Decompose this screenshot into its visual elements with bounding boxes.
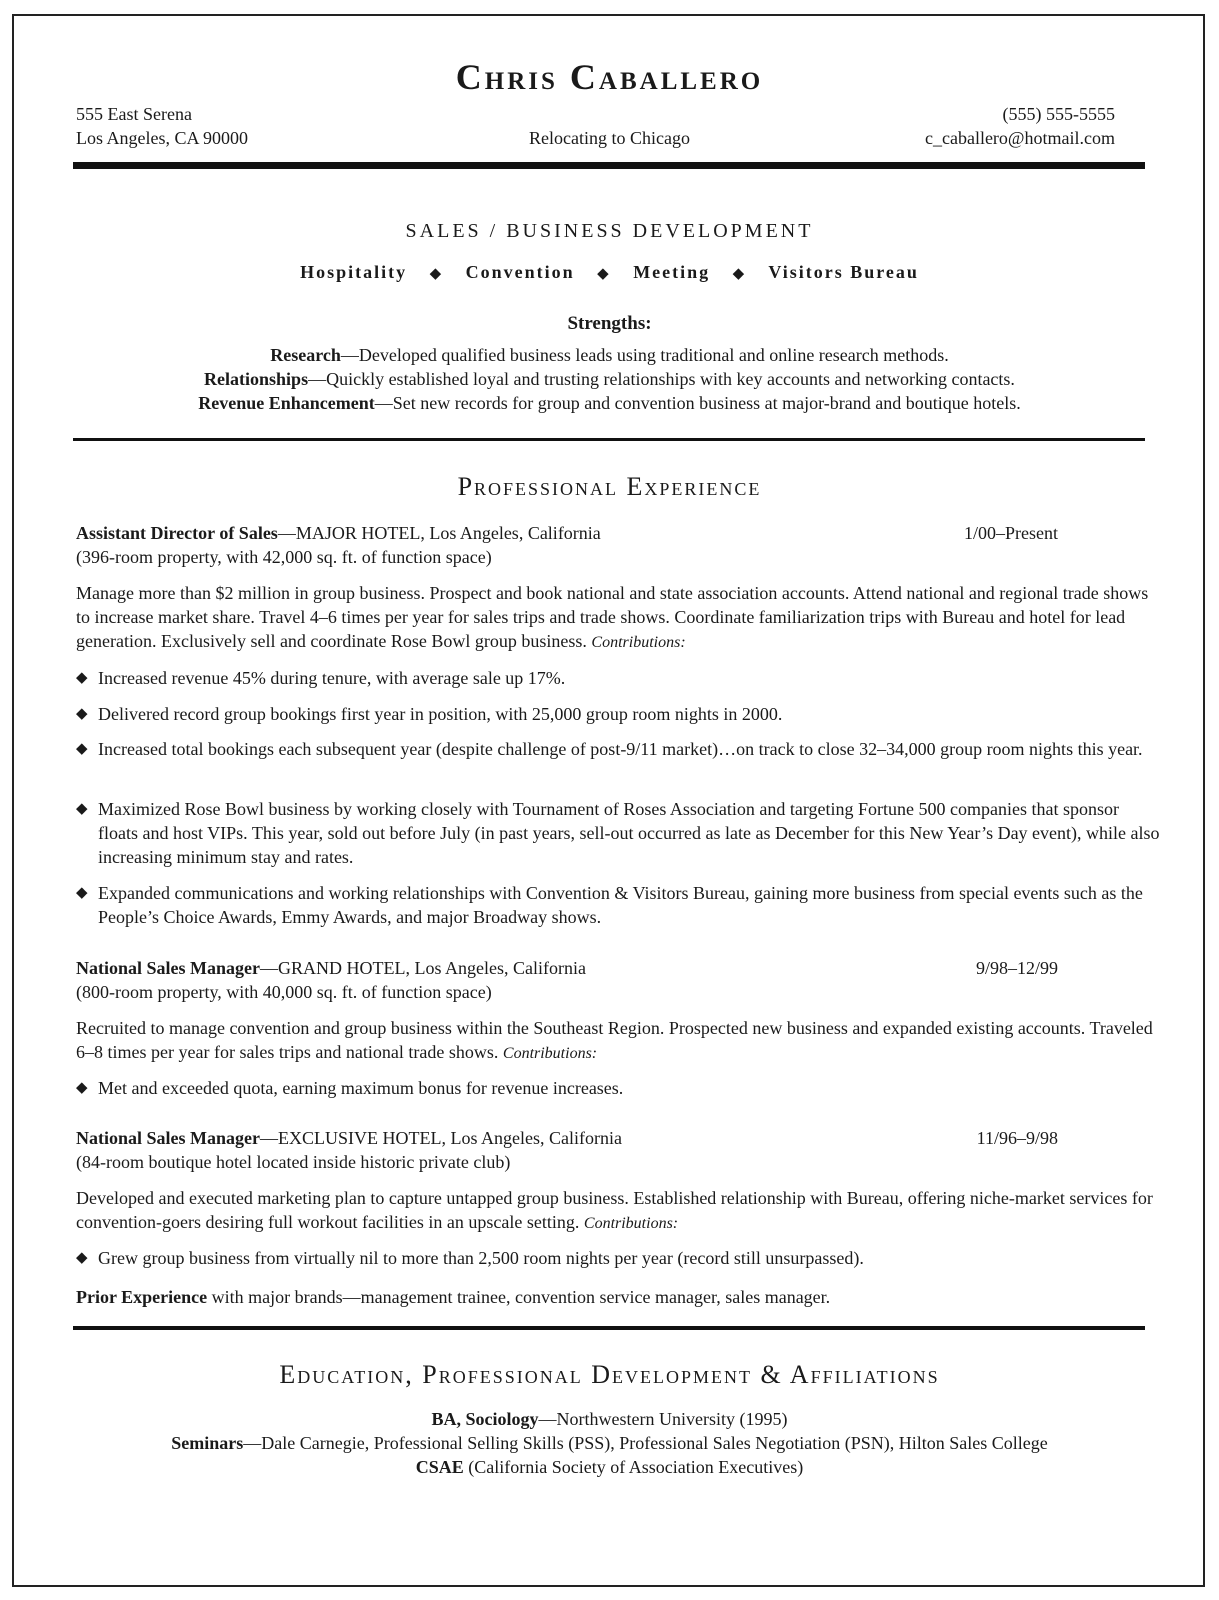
strength-text: —Set new records for group and convention business at major-brand and boutique hotels. xyxy=(374,393,1021,413)
contributions-label: Contributions: xyxy=(502,1045,598,1062)
education-item xyxy=(0,1455,1219,1479)
job-employer: —EXCLUSIVE HOTEL, Los Angeles, California xyxy=(260,1128,622,1148)
relocation-note: Relocating to Chicago xyxy=(529,128,690,148)
diamond-bullet-icon: ◆ xyxy=(76,1080,88,1096)
contribution-text: Increased total bookings each subsequent year (despite challenge of post-9/11 market)…on track to close 32–34,000 group room nights this year. xyxy=(98,739,1143,759)
contribution-item xyxy=(76,797,1161,869)
education-text: (California Society of Association Executives) xyxy=(463,1457,804,1477)
contribution-item xyxy=(76,666,1161,690)
diamond-bullet-icon: ◆ xyxy=(76,741,88,757)
strengths-list xyxy=(0,343,1219,415)
email-address: c_caballero@hotmail.com xyxy=(924,128,1115,148)
diamond-bullet-icon: ◆ xyxy=(732,266,747,282)
diamond-bullet-icon: ◆ xyxy=(76,1250,88,1266)
job-dates: 11/96–9/98 xyxy=(976,1128,1058,1148)
industry-item: Visitors Bureau xyxy=(768,262,919,282)
prior-experience-text: with major brands—management trainee, convention service manager, sales manager. xyxy=(207,1287,831,1307)
strength-label: Revenue Enhancement xyxy=(198,393,375,413)
experience-heading: Professional Experience xyxy=(457,472,762,501)
diamond-bullet-icon: ◆ xyxy=(76,706,88,722)
diamond-bullet-icon: ◆ xyxy=(76,670,88,686)
diamond-bullet-icon: ◆ xyxy=(76,885,88,901)
job-title: National Sales Manager xyxy=(76,958,260,978)
contribution-item xyxy=(76,1246,1161,1270)
strength-text: —Developed qualified business leads using traditional and online research methods. xyxy=(340,345,949,365)
strength-text: —Quickly established loyal and trusting relationships with key accounts and networking contacts. xyxy=(308,369,1015,389)
job-description-text: Manage more than $2 million in group business. Prospect and book national and state association accounts. Attend national and regional trade shows to increase market share. Travel 4–6 times per year for sales trips and trade shows. Coordinate familiarization trips with Bureau and hotel for lead generation. Exclusively sell and coordinate Rose Bowl group business. xyxy=(76,583,1149,651)
education-label: Seminars xyxy=(171,1433,244,1453)
contribution-text: Expanded communications and working relationships with Convention & Visitors Bureau, gaining more business from special events such as the People’s Choice Awards, Emmy Awards, and major Broadway shows. xyxy=(98,883,1143,927)
address-line-1: 555 East Serena xyxy=(76,104,192,124)
diamond-bullet-icon: ◆ xyxy=(429,266,444,282)
education-text: —Northwestern University (1995) xyxy=(538,1409,788,1429)
job-dates: 1/00–Present xyxy=(964,523,1058,543)
job-description-text: Developed and executed marketing plan to capture untapped group business. Established relationship with Bureau, offering niche-market services for convention-goers desiring full workout facilities in an upscale setting. xyxy=(76,1188,1153,1232)
job-title: National Sales Manager xyxy=(76,1128,260,1148)
job-dates: 9/98–12/99 xyxy=(975,958,1058,978)
job-header xyxy=(76,1126,1156,1174)
job-header xyxy=(76,956,1156,1004)
job-description xyxy=(76,1016,1161,1066)
job-employer: —MAJOR HOTEL, Los Angeles, California xyxy=(277,523,601,543)
industry-item: Convention xyxy=(465,262,575,282)
strength-item xyxy=(0,367,1219,391)
education-item xyxy=(0,1431,1219,1455)
education-heading: Education, Professional Development & Affiliations xyxy=(279,1360,940,1389)
strength-label: Relationships xyxy=(204,369,309,389)
contribution-text: Increased revenue 45% during tenure, with average sale up 17%. xyxy=(98,668,566,688)
job-property: (800-room property, with 40,000 sq. ft. of function space) xyxy=(76,982,492,1002)
industry-item: Hospitality xyxy=(300,262,408,282)
job-description xyxy=(76,581,1161,655)
strength-item xyxy=(0,343,1219,367)
job-property: (396-room property, with 42,000 sq. ft. of function space) xyxy=(76,547,492,567)
experience-divider xyxy=(73,1326,1145,1330)
education-label: CSAE xyxy=(415,1457,464,1477)
prior-experience-label: Prior Experience xyxy=(76,1287,208,1307)
job-header xyxy=(76,521,1156,569)
strength-label: Research xyxy=(270,345,341,365)
contribution-item xyxy=(76,737,1161,761)
job-title: Assistant Director of Sales xyxy=(76,523,278,543)
education-label: BA, Sociology xyxy=(431,1409,539,1429)
job-property: (84-room boutique hotel located inside historic private club) xyxy=(76,1152,511,1172)
job-employer: —GRAND HOTEL, Los Angeles, California xyxy=(260,958,586,978)
job-description xyxy=(76,1186,1161,1236)
education-list xyxy=(0,1407,1219,1479)
contribution-text: Delivered record group bookings first year in position, with 25,000 group room nights in 2000. xyxy=(98,704,783,724)
header-divider xyxy=(73,162,1145,169)
strengths-heading: Strengths: xyxy=(567,313,652,334)
contribution-item xyxy=(76,1076,1161,1100)
job-description-text: Recruited to manage convention and group business within the Southeast Region. Prospected new business and expanded existing accounts. Traveled 6–8 times per year for sales trips and national trade shows. xyxy=(76,1018,1153,1062)
education-text: —Dale Carnegie, Professional Selling Skills (PSS), Professional Sales Negotiation (PSN), Hilton Sales College xyxy=(243,1433,1048,1453)
contact-block xyxy=(925,102,1115,150)
address-line-2: Los Angeles, CA 90000 xyxy=(76,128,249,148)
contribution-text: Grew group business from virtually nil to more than 2,500 room nights per year (record still unsurpassed). xyxy=(98,1248,864,1268)
industries-line xyxy=(0,262,1219,283)
summary-title: SALES / BUSINESS DEVELOPMENT xyxy=(405,220,814,242)
contribution-item xyxy=(76,881,1161,929)
diamond-bullet-icon: ◆ xyxy=(76,801,88,817)
contributions-label: Contributions: xyxy=(591,634,686,651)
contribution-text: Maximized Rose Bowl business by working closely with Tournament of Roses Association and targeting Fortune 500 companies that sponsor floats and host VIPs. This year, sold out before July (in past years, sell-out occurred as late as December for this New Year’s Day event), while also increasing minimum stay and rates. xyxy=(98,799,1160,867)
contribution-text: Met and exceeded quota, earning maximum bonus for revenue increases. xyxy=(98,1078,624,1098)
candidate-name: Chris Caballero xyxy=(455,57,764,97)
phone-number: (555) 555-5555 xyxy=(1002,104,1115,124)
prior-experience xyxy=(76,1285,1161,1309)
summary-divider xyxy=(73,438,1145,441)
strength-item xyxy=(0,391,1219,415)
contribution-item xyxy=(76,702,1161,726)
industry-item: Meeting xyxy=(633,262,711,282)
contributions-label: Contributions: xyxy=(583,1215,679,1232)
diamond-bullet-icon: ◆ xyxy=(597,266,611,282)
education-item xyxy=(0,1407,1219,1431)
